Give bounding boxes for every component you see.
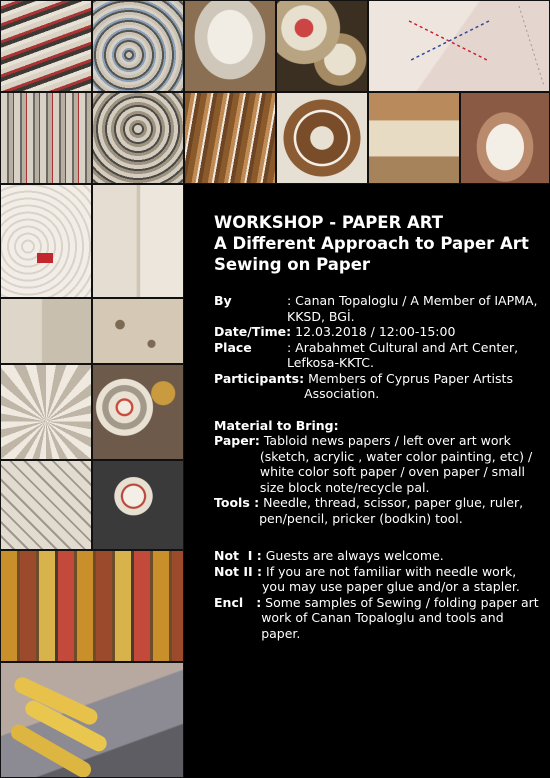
paper-value: Tabloid news papers / left over art work (sketch, acrylic , water color painting, etc) / white color soft paper / oven paper / small size block note/recycle pal. — [259, 433, 537, 495]
photo-paper-dress — [460, 92, 550, 184]
note-2-value: If you are not familiar with needle work, you may use paper glue and/or a stapler. — [262, 563, 521, 594]
photo-paper-sculpture-dolls — [368, 92, 460, 184]
participants-label: Participants: — [214, 370, 305, 386]
photo-thread-spools — [0, 550, 184, 662]
enclosure-label: Encl : — [214, 594, 262, 610]
stitch-pattern-icon — [369, 1, 550, 92]
by-row — [214, 293, 540, 324]
date-label: Date/Time: — [214, 324, 292, 339]
photo-bodkin-tools — [0, 662, 184, 778]
photo-white-paper-fold — [184, 0, 276, 92]
title-line-1: WORKSHOP - PAPER ART — [214, 213, 444, 232]
place-value: : Arabahmet Cultural and Art Center, Lefkosa-KKTC. — [287, 339, 519, 370]
materials-heading: Material to Bring: — [214, 417, 339, 433]
photo-paper-rolls-row — [0, 92, 92, 184]
tools-value: Needle, thread, scissor, paper glue, ruler, pen/pencil, pricker (bodkin) tool. — [259, 495, 528, 526]
photo-rolled-scrolls — [276, 0, 368, 92]
title-line-2: A Different Approach to Paper Art — [214, 234, 529, 253]
photo-folded-fan-paper — [0, 364, 92, 460]
place-label: Place — [214, 339, 252, 355]
note-1-row — [214, 548, 540, 564]
paper-label: Paper: — [214, 433, 260, 448]
title-line-3: Sewing on Paper — [214, 255, 371, 274]
place-row — [214, 340, 540, 371]
participants-row — [214, 371, 540, 402]
tools-label: Tools : — [214, 495, 260, 510]
participants-value: Members of Cyprus Paper Artists Association. — [304, 370, 517, 401]
by-label: By — [214, 293, 232, 308]
photo-stitched-paper-sheets — [368, 0, 550, 92]
photo-handmade-paper-white — [0, 298, 92, 364]
photo-sewn-paper-panel — [92, 184, 184, 298]
photo-fan-paper-sculpture-red — [0, 0, 92, 92]
photo-spiral-coils — [92, 92, 184, 184]
workshop-info-panel — [184, 186, 550, 778]
date-value: 12.03.2018 / 12:00-15:00 — [291, 324, 456, 339]
note-1-label: Not I : — [214, 548, 262, 563]
poster-title — [214, 212, 540, 275]
photo-paper-roll-closeup — [0, 184, 92, 298]
photo-paper-brooch — [92, 460, 184, 550]
enclosure-value: Some samples of Sewing / folding paper art work of Canan Topaloglu and tools and paper. — [261, 594, 543, 641]
photo-newspaper-coils — [92, 0, 184, 92]
photo-brown-paper-bundle — [184, 92, 276, 184]
tools-row — [214, 495, 540, 526]
photo-handmade-paper-textured — [92, 298, 184, 364]
enclosure-row — [214, 594, 543, 642]
note-2-row — [214, 564, 540, 595]
photo-paper-wreath — [276, 92, 368, 184]
photo-paper-spiral-roses — [92, 364, 184, 460]
note-2-label: Not II : — [214, 563, 263, 579]
date-row — [214, 324, 540, 340]
note-1-value: Guests are always welcome. — [261, 548, 444, 563]
photo-paper-pyramids — [0, 460, 92, 550]
by-value: : Canan Topaloglu / A Member of IAPMA, KKSD, BGİ. — [287, 293, 538, 324]
paper-row — [214, 433, 540, 495]
